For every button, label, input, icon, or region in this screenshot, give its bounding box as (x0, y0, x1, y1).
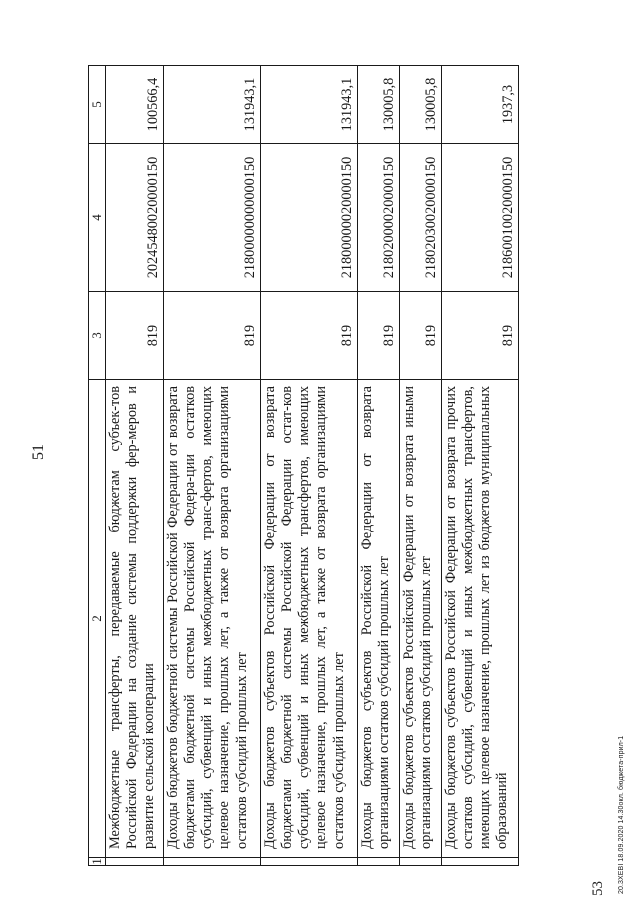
amount-value: 131943,1 (261, 66, 358, 144)
column-header: 5 (89, 66, 106, 144)
print-footer-note: 20.3XEBI 18.09.2020 14.30окл. бюджета-прил-1 (618, 735, 625, 894)
kbk-code: 21860010020000150 (442, 144, 519, 292)
amount-value: 130005,8 (400, 66, 442, 144)
admin-code: 819 (400, 292, 442, 380)
kbk-code: 21800000000000150 (164, 144, 261, 292)
amount-value: 131943,1 (164, 66, 261, 144)
column-header: 3 (89, 292, 106, 380)
row-description: Доходы бюджетов субъектов Российской Федерации от возврата бюджетами бюджетной системы Российской Федерации остат-ков субсидий, субвенций и иных межбюджетных трансфертов, имеющих целевое назначение, прошлых лет, а также от возврата организациями остатков субсидий прошлых лет (261, 380, 358, 858)
column-header: 2 (89, 380, 106, 858)
amount-value: 100566,4 (106, 66, 164, 144)
revenue-table (88, 65, 519, 866)
admin-code: 819 (164, 292, 261, 380)
admin-code: 819 (442, 292, 519, 380)
admin-code: 819 (358, 292, 400, 380)
kbk-code: 21802030020000150 (400, 144, 442, 292)
row-description: Доходы бюджетов субъектов Российской Федерации от возврата иными организациями остатков субсидий прошлых лет (400, 380, 442, 858)
corner-page-number: 53 (590, 881, 606, 896)
admin-code: 819 (261, 292, 358, 380)
row-description: Доходы бюджетов субъектов Российской Федерации от возврата прочих остатков субсидий, субвенций и иных межбюджетных трансфертов, имеющих целевое назначение, прошлых лет из бюджетов муниципальных образований (442, 380, 519, 858)
empty-cell (164, 858, 261, 866)
admin-code: 819 (106, 292, 164, 380)
table-header-row (89, 66, 106, 866)
kbk-code: 20245480020000150 (106, 144, 164, 292)
empty-cell (261, 858, 358, 866)
column-header: 4 (89, 144, 106, 292)
table-row (358, 66, 400, 866)
empty-cell (358, 858, 400, 866)
table-row (400, 66, 442, 866)
table-row (164, 66, 261, 866)
row-description: Доходы бюджетов бюджетной системы Российской Федерации от возврата бюджетами бюджетной системы Российской Федера-ции остатков субсидий, субвенций и иных межбюджетных транс-фертов, имеющих целевое назначение, прошлых лет, а также от возврата организациями остатков субсидий прошлых лет (164, 380, 261, 858)
row-description: Доходы бюджетов субъектов Российской Федерации от возврата организациями остатков субсидий прошлых лет (358, 380, 400, 858)
empty-cell (400, 858, 442, 866)
kbk-code: 21800000020000150 (261, 144, 358, 292)
table-row (442, 66, 519, 866)
page-number: 51 (30, 444, 47, 460)
empty-cell (106, 858, 164, 866)
row-description: Межбюджетные трансферты, передаваемые бюджетам субъек-тов Российской Федерации на создание системы поддержки фер-меров и развитие сельской кооперации (106, 380, 164, 858)
empty-cell (442, 858, 519, 866)
kbk-code: 21802000020000150 (358, 144, 400, 292)
column-header: 1 (89, 858, 105, 865)
table-row (261, 66, 358, 866)
amount-value: 1937,3 (442, 66, 519, 144)
table-row (106, 66, 164, 866)
amount-value: 130005,8 (358, 66, 400, 144)
